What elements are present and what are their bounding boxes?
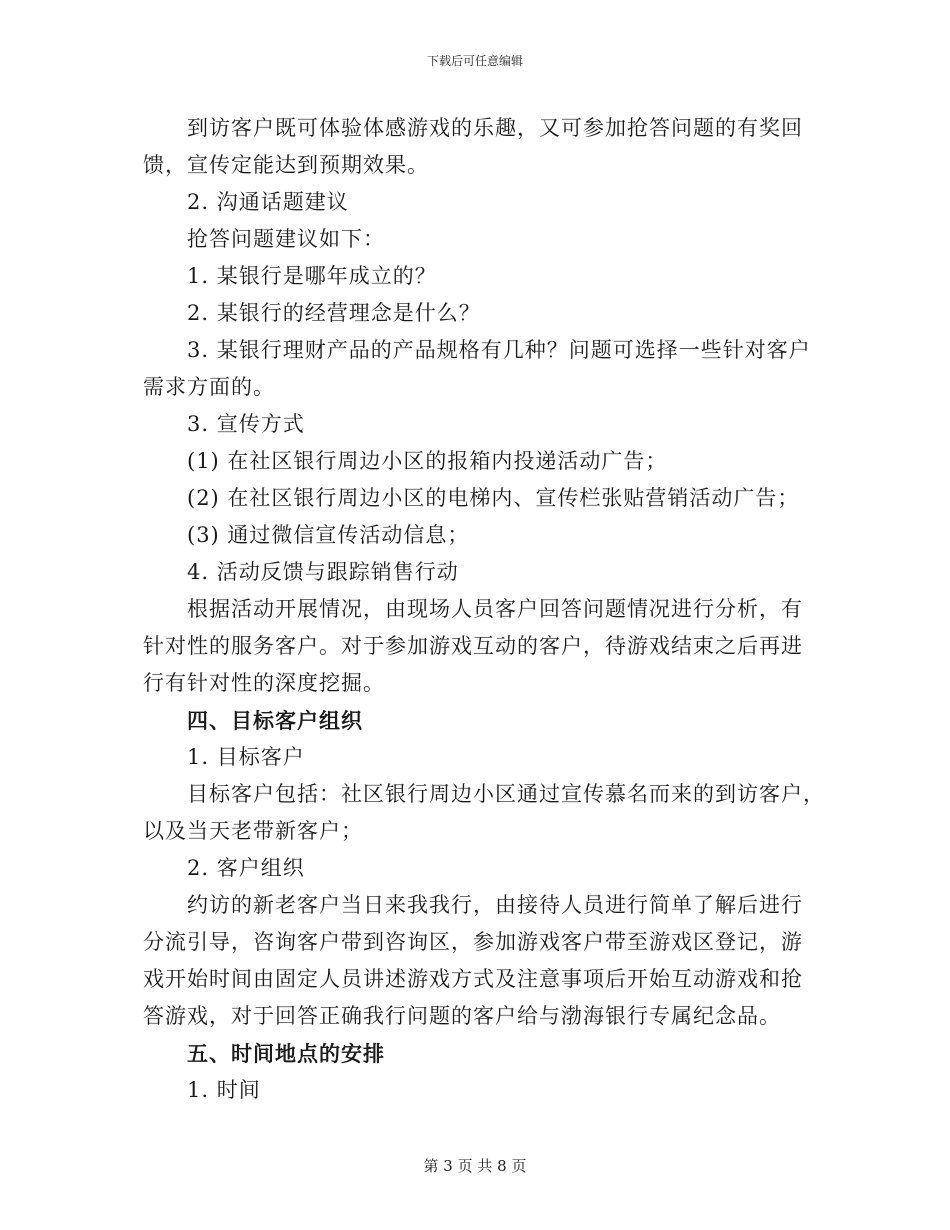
list-item: 3. 某银行理财产品的产品规格有几种？问题可选择一些针对客户 — [187, 338, 811, 362]
paragraph-line: 需求方面的。 — [143, 375, 275, 399]
page-header: 下载后可任意编辑 — [426, 54, 523, 68]
paragraph-line: 目标客户包括：社区银行周边小区通过宣传慕名而来的到访客户， — [187, 782, 825, 806]
subheading: 4. 活动反馈与跟踪销售行动 — [187, 560, 459, 584]
document-body — [143, 110, 825, 1109]
page-number: 第 3 页 共 8 页 — [423, 1157, 527, 1175]
paragraph-line: 到访客户既可体验体感游戏的乐趣，又可参加抢答问题的有奖回 — [187, 116, 803, 140]
list-item: (2) 在社区银行周边小区的电梯内、宣传栏张贴营销活动广告； — [187, 486, 800, 510]
subheading: 1. 时间 — [187, 1078, 261, 1102]
subheading: 2. 沟通话题建议 — [187, 190, 349, 214]
paragraph-line: 以及当天老带新客户； — [143, 819, 363, 843]
list-item: 2. 某银行的经营理念是什么？ — [187, 301, 481, 325]
list-item: (1) 在社区银行周边小区的报箱内投递活动广告； — [187, 449, 668, 473]
section-heading: 五、时间地点的安排 — [187, 1041, 385, 1066]
paragraph-line: 针对性的服务客户。对于参加游戏互动的客户，待游戏结束之后再进 — [143, 634, 803, 658]
list-item: 1. 某银行是哪年成立的？ — [187, 264, 437, 288]
paragraph-line: 分流引导，咨询客户带到咨询区，参加游戏客户带至游戏区登记，游 — [143, 930, 803, 954]
paragraph-line: 行有针对性的深度挖掘。 — [143, 671, 385, 695]
section-heading: 四、目标客户组织 — [187, 708, 363, 733]
subheading: 3. 宣传方式 — [187, 412, 305, 436]
paragraph-line: 戏开始时间由固定人员讲述游戏方式及注意事项后开始互动游戏和抢 — [143, 967, 803, 991]
paragraph-line: 馈，宣传定能达到预期效果。 — [143, 153, 429, 177]
paragraph-line: 答游戏，对于回答正确我行问题的客户给与渤海银行专属纪念品。 — [143, 1004, 781, 1028]
subheading: 1. 目标客户 — [187, 745, 305, 769]
paragraph-line: 抢答问题建议如下： — [187, 227, 385, 251]
list-item: (3) 通过微信宣传活动信息； — [187, 523, 470, 547]
subheading: 2. 客户组织 — [187, 856, 305, 880]
paragraph-line: 约访的新老客户当日来我我行，由接待人员进行简单了解后进行 — [187, 893, 803, 917]
paragraph-line: 根据活动开展情况，由现场人员客户回答问题情况进行分析，有 — [187, 597, 803, 621]
